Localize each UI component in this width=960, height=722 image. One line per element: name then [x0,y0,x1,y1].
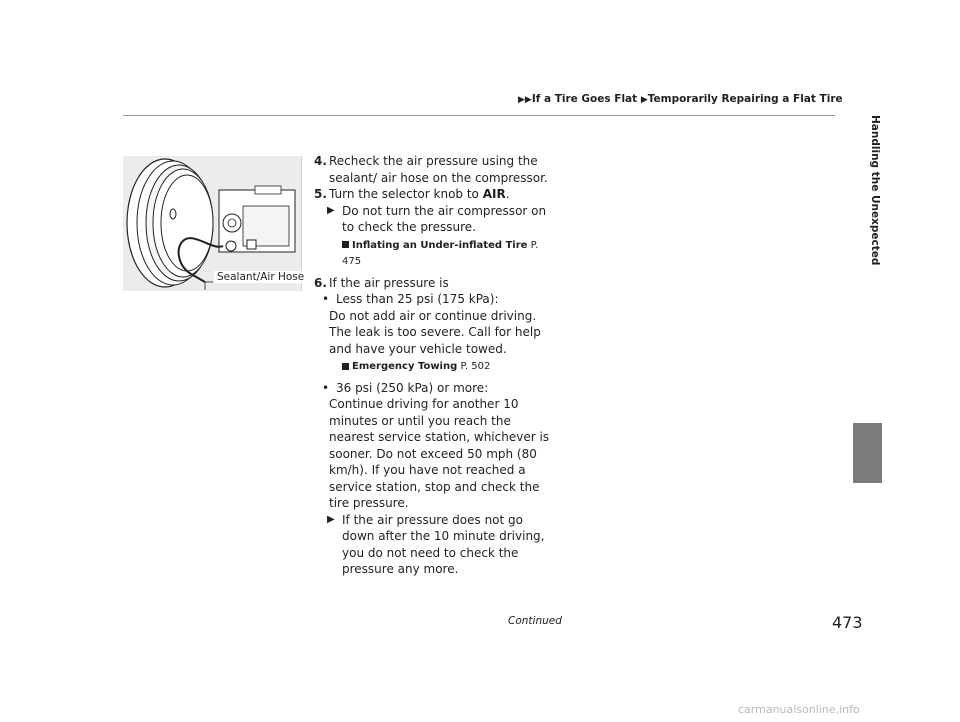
step-text: Recheck the air pressure using the sealant/ air hose on the compressor. [329,154,548,185]
breadcrumb-arrow-icon: ▶ [640,95,648,105]
step-6 [314,275,554,292]
breadcrumb [518,93,843,105]
step-number: 4. [314,154,327,168]
instructions [314,153,554,578]
step-text: Turn the selector knob to [329,187,479,201]
step-text: If the air pressure is [329,275,449,290]
breadcrumb-item-repair[interactable]: Temporarily Repairing a Flat Tire [647,93,843,105]
breadcrumb-item-flat-tire[interactable]: If a Tire Goes Flat [531,93,638,105]
step-number: 5. [314,187,327,201]
side-tab-label: Handling the Unexpected [869,115,881,266]
reference-icon [342,241,349,248]
bullet-text: 36 psi (250 kPa) or more: [336,380,489,395]
reference-page: P. 502 [460,361,491,372]
side-tab-marker [853,423,882,483]
reference-title[interactable]: Inflating an Under-inflated Tire [352,239,528,251]
bullet-low-pressure [314,291,554,308]
step-text-end: . [505,187,510,201]
step-5-note [314,203,554,236]
bullet-icon: • [322,292,330,306]
bullet-ok-pressure [314,380,554,397]
bullet-icon: • [322,380,330,395]
reference-icon [342,363,349,370]
cross-reference[interactable] [314,238,554,271]
page-number: 473 [832,613,863,632]
low-pressure-instruction: Do not add air or continue driving. The leak is too severe. Call for help and have your vehicle towed. [329,308,541,356]
step-4 [314,153,554,186]
bullet-text: Less than 25 psi (175 kPa): [336,292,499,306]
header-rule [123,115,835,116]
continued-label: Continued [508,615,562,627]
ok-pressure-note [314,512,554,578]
ok-pressure-instruction: Continue driving for another 10 minutes or until you reach the nearest service station, whichever is sooner. Do not exceed 50 mph (80 km/h). If you have not reached a service station, stop and check the tire pressure. [329,397,550,510]
reference-page: P. 475 [342,239,539,267]
figure-label: Sealant/Air Hose [214,271,307,283]
reference-title[interactable]: Emergency Towing [352,361,458,372]
selector-mode: AIR [482,187,506,201]
watermark: carmanualsonline.info [738,703,860,716]
note-text: If the air pressure does not go down after the 10 minute driving, you do not need to check the pressure any more. [342,512,545,576]
breadcrumb-arrow-icon: ▶▶ [518,95,532,105]
cross-reference[interactable] [314,359,554,376]
step-number: 6. [314,275,327,290]
note-text: Do not turn the air compressor on to check the pressure. [342,203,547,234]
note-arrow-icon: ▶ [327,204,335,216]
note-arrow-icon: ▶ [327,513,335,525]
step-5 [314,186,554,203]
